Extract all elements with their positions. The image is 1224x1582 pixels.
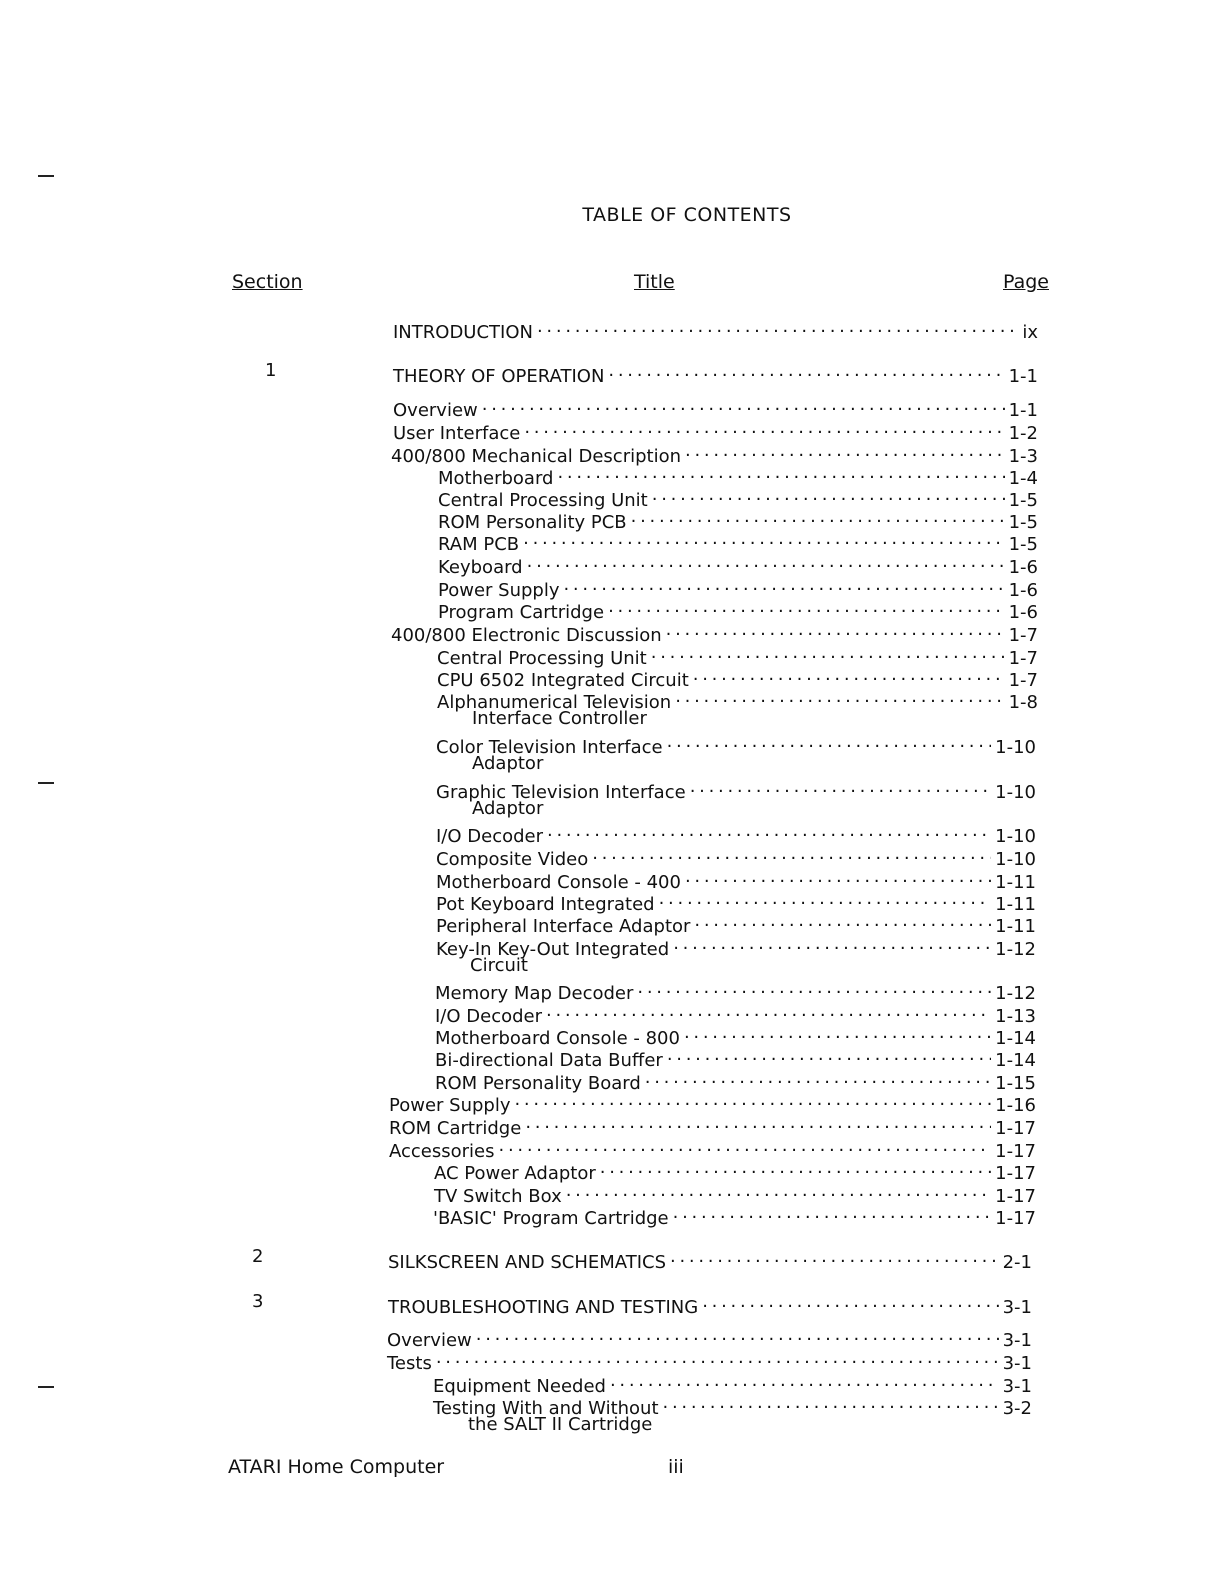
toc-entry-page: 3-1 (1002, 1297, 1032, 1318)
toc-entry-page: 1-1 (1008, 400, 1038, 421)
toc-entry (0, 642, 1224, 669)
toc-entry-title: Motherboard (438, 468, 554, 489)
toc-entry (0, 1347, 1224, 1374)
toc-entry-page: 1-8 (1008, 692, 1038, 713)
dot-leader (690, 910, 991, 932)
toc-entry (0, 843, 1224, 870)
toc-entry-page: 3-1 (1002, 1376, 1032, 1397)
dot-leader (662, 619, 1005, 641)
toc-entry (0, 506, 1224, 533)
toc-entry (0, 1202, 1224, 1229)
toc-entry-page: 1-6 (1008, 557, 1038, 578)
toc-entry-page: 3-1 (1002, 1330, 1032, 1351)
dot-leader (647, 642, 1005, 664)
toc-entry-title: Equipment Needed (433, 1376, 606, 1397)
toc-entry (0, 360, 1224, 387)
dot-leader (648, 484, 1005, 506)
toc-entry-page: 1-7 (1008, 670, 1038, 691)
dot-leader (681, 440, 1005, 462)
toc-entry-page: 1-7 (1008, 625, 1038, 646)
dot-leader (606, 1370, 999, 1392)
toc-entry-page: 1-16 (995, 1095, 1036, 1116)
toc-entry-page: 1-10 (995, 737, 1036, 758)
toc-entry-page: 1-5 (1008, 534, 1038, 555)
margin-mark (38, 175, 54, 177)
toc-entry-page: 1-14 (995, 1050, 1036, 1071)
toc-entry-title: 400/800 Mechanical Description (391, 446, 682, 467)
dot-leader (663, 1044, 991, 1066)
toc-entry-title: Overview (387, 1330, 472, 1351)
toc-section-number: 2 (252, 1246, 264, 1267)
dot-leader (604, 596, 1005, 618)
dot-leader (520, 417, 1004, 439)
dot-leader (698, 1291, 998, 1313)
toc-entry (0, 1392, 1224, 1435)
toc-entry-title: Alphanumerical Television (437, 692, 672, 713)
toc-entry (0, 394, 1224, 421)
toc-entry-title: Central Processing Unit (437, 648, 647, 669)
toc-entry-title: 'BASIC' Program Cartridge (433, 1208, 669, 1229)
toc-entry (0, 1291, 1224, 1318)
dot-leader (543, 820, 991, 842)
toc-entry-page: 1-12 (995, 983, 1036, 1004)
toc-entry-page: 1-12 (995, 939, 1036, 960)
toc-entry-page: ix (1022, 322, 1038, 343)
toc-entry-title: Central Processing Unit (438, 490, 648, 511)
toc-entry-continuation: Interface Controller (472, 708, 647, 729)
page-column-header: Page (1003, 271, 1049, 293)
toc-entry (0, 888, 1224, 915)
toc-entry (0, 574, 1224, 601)
dot-leader (669, 933, 991, 955)
section-column-header: Section (232, 271, 303, 293)
dot-leader (472, 1324, 999, 1346)
dot-leader (495, 1135, 992, 1157)
dot-leader (478, 394, 1005, 416)
dot-leader (596, 1157, 991, 1179)
toc-entry-title: TV Switch Box (434, 1186, 562, 1207)
toc-entry-continuation: the SALT II Cartridge (468, 1414, 653, 1435)
toc-entry-page: 1-17 (995, 1186, 1036, 1207)
toc-entry (0, 1089, 1224, 1116)
toc-entry-page: 1-7 (1008, 648, 1038, 669)
dot-leader (666, 1246, 999, 1268)
toc-entry (0, 619, 1224, 646)
dot-leader (604, 360, 1004, 382)
toc-entry-page: 1-17 (995, 1163, 1036, 1184)
dot-leader (562, 1180, 991, 1202)
dot-leader (669, 1202, 992, 1224)
toc-entry-page: 1-6 (1008, 602, 1038, 623)
toc-entry-title: Peripheral Interface Adaptor (436, 916, 691, 937)
dot-leader (627, 506, 1005, 528)
toc-entry (0, 1180, 1224, 1207)
toc-entry-title: TROUBLESHOOTING AND TESTING (388, 1297, 699, 1318)
toc-entry-title: Power Supply (389, 1095, 511, 1116)
toc-entry-page: 3-1 (1002, 1353, 1032, 1374)
dot-leader (542, 1000, 991, 1022)
dot-leader (553, 462, 1004, 484)
title-column-header: Title (634, 271, 675, 293)
toc-entry (0, 551, 1224, 578)
dot-leader (588, 843, 991, 865)
footer-page-number: iii (668, 1456, 684, 1478)
toc-entry-title: Bi-directional Data Buffer (435, 1050, 663, 1071)
dot-leader (689, 664, 1005, 686)
toc-entry (0, 1044, 1224, 1071)
toc-entry (0, 1000, 1224, 1027)
dot-leader (633, 977, 991, 999)
toc-entry-title: Pot Keyboard Integrated (436, 894, 655, 915)
toc-entry-continuation: Adaptor (472, 753, 544, 774)
toc-entry-title: THEORY OF OPERATION (393, 366, 605, 387)
toc-entry-page: 1-11 (995, 894, 1036, 915)
dot-leader (559, 574, 1004, 596)
toc-entry-title: CPU 6502 Integrated Circuit (437, 670, 689, 691)
toc-entry-page: 1-3 (1008, 446, 1038, 467)
toc-entry-page: 1-10 (995, 826, 1036, 847)
toc-entry-title: Color Television Interface (436, 737, 663, 758)
toc-entry (0, 484, 1224, 511)
toc-entry (0, 1022, 1224, 1049)
toc-entry-title: Key-In Key-Out Integrated (436, 939, 670, 960)
toc-entry-title: SILKSCREEN AND SCHEMATICS (388, 1252, 667, 1273)
toc-entry-page: 1-10 (995, 782, 1036, 803)
toc-entry-continuation: Circuit (470, 955, 528, 976)
toc-entry (0, 664, 1224, 691)
toc-entry-title: Keyboard (438, 557, 523, 578)
toc-entry-page: 1-17 (995, 1208, 1036, 1229)
toc-entry (0, 417, 1224, 444)
toc-entry-title: RAM PCB (438, 534, 520, 555)
toc-entry-title: Program Cartridge (438, 602, 605, 623)
toc-entry-title: Graphic Television Interface (436, 782, 686, 803)
toc-entry (0, 1135, 1224, 1162)
toc-entry-page: 1-1 (1008, 366, 1038, 387)
toc-entry-page: 1-11 (995, 872, 1036, 893)
toc-entry (0, 1067, 1224, 1094)
toc-entry (0, 596, 1224, 623)
dot-leader (686, 776, 991, 798)
toc-entry-continuation: Adaptor (472, 798, 544, 819)
toc-entry (0, 731, 1224, 774)
page-title: TABLE OF CONTENTS (582, 204, 792, 226)
toc-entry (0, 1246, 1224, 1273)
toc-entry-page: 1-11 (995, 916, 1036, 937)
toc-entry-page: 3-2 (1002, 1398, 1032, 1419)
toc-entry (0, 1324, 1224, 1351)
toc-entry-page: 1-10 (995, 849, 1036, 870)
toc-entry-title: I/O Decoder (436, 826, 544, 847)
toc-entry-page: 1-6 (1008, 580, 1038, 601)
toc-entry-title: Overview (393, 400, 478, 421)
dot-leader (533, 316, 1018, 338)
footer-publication: ATARI Home Computer (228, 1456, 445, 1478)
toc-entry-page: 1-2 (1008, 423, 1038, 444)
toc-entry-title: INTRODUCTION (393, 322, 533, 343)
toc-section-number: 3 (252, 1291, 264, 1312)
toc-entry-page: 1-13 (995, 1006, 1036, 1027)
toc-entry (0, 686, 1224, 729)
dot-leader (680, 1022, 991, 1044)
dot-leader (432, 1347, 999, 1369)
toc-entry (0, 820, 1224, 847)
toc-entry-title: AC Power Adaptor (434, 1163, 596, 1184)
margin-mark (38, 1386, 54, 1388)
toc-entry-title: I/O Decoder (435, 1006, 543, 1027)
toc-entry (0, 776, 1224, 819)
dot-leader (655, 888, 992, 910)
toc-entry-title: Power Supply (438, 580, 560, 601)
dot-leader (663, 731, 992, 753)
toc-entry-title: Motherboard Console - 800 (435, 1028, 680, 1049)
toc-entry (0, 933, 1224, 976)
dot-leader (523, 551, 1005, 573)
toc-entry (0, 1112, 1224, 1139)
dot-leader (659, 1392, 999, 1414)
toc-entry-title: User Interface (393, 423, 521, 444)
toc-entry-title: Tests (387, 1353, 432, 1374)
toc-entry-title: Accessories (389, 1141, 495, 1162)
dot-leader (641, 1067, 991, 1089)
toc-entry-title: ROM Personality Board (435, 1073, 641, 1094)
toc-entry-page: 2-1 (1002, 1252, 1032, 1273)
dot-leader (671, 686, 1004, 708)
toc-entry-title: ROM Cartridge (389, 1118, 522, 1139)
toc-section-number: 1 (265, 360, 277, 381)
toc-entry-page: 1-4 (1008, 468, 1038, 489)
toc-entry-page: 1-14 (995, 1028, 1036, 1049)
toc-entry-title: Composite Video (436, 849, 589, 870)
dot-leader (681, 866, 991, 888)
dot-leader (510, 1089, 991, 1111)
toc-entry (0, 866, 1224, 893)
toc-entry (0, 977, 1224, 1004)
toc-entry-page: 1-15 (995, 1073, 1036, 1094)
toc-entry-title: Memory Map Decoder (435, 983, 634, 1004)
toc-entry-title: Testing With and Without (433, 1398, 659, 1419)
dot-leader (519, 528, 1004, 550)
toc-entry-title: Motherboard Console - 400 (436, 872, 681, 893)
toc-entry (0, 316, 1224, 343)
toc-entry-title: 400/800 Electronic Discussion (391, 625, 662, 646)
toc-entry (0, 462, 1224, 489)
toc-entry (0, 1157, 1224, 1184)
toc-entry-page: 1-5 (1008, 490, 1038, 511)
margin-mark (38, 782, 54, 784)
toc-entry (0, 1370, 1224, 1397)
toc-entry-page: 1-17 (995, 1118, 1036, 1139)
toc-entry (0, 528, 1224, 555)
toc-entry-page: 1-5 (1008, 512, 1038, 533)
toc-entry-title: ROM Personality PCB (438, 512, 627, 533)
toc-entry (0, 440, 1224, 467)
toc-entry (0, 910, 1224, 937)
toc-entry-page: 1-17 (995, 1141, 1036, 1162)
dot-leader (521, 1112, 991, 1134)
